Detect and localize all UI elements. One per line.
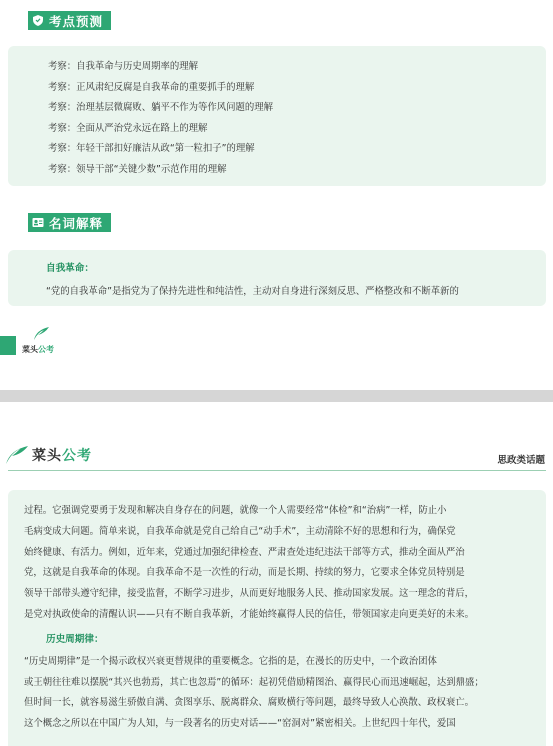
glossary-box [8, 250, 546, 306]
glossary-term: 自我革命： [46, 263, 94, 274]
list-item: 考察：领导干部“关键少数”示范作用的理解 [48, 163, 227, 175]
header-logo [4, 444, 92, 466]
id-card-icon [32, 217, 44, 228]
glossary-term: 历史周期律： [46, 633, 104, 645]
leaf-logo-icon [4, 444, 30, 466]
footer-logo [22, 326, 62, 356]
text-line: 党，这就是自我革命的体现。自我革命不是一次性的行动，而是长期、持续的努力，它要求全体党员特别是 [24, 567, 465, 579]
text-line: “历史周期律”是一个揭示政权兴衰更替规律的重要概念。它指的是，在漫长的历史中，一个政治团体 [24, 655, 437, 667]
list-item: 考察：年轻干部扣好廉洁从政“第一粒扣子”的理解 [48, 143, 255, 154]
brand-part-a: 菜头 [32, 448, 62, 464]
list-item: 考察：全面从严治党永远在路上的理解 [48, 122, 208, 134]
text-line: 领导干部带头遵守纪律，接受监督，不断学习进步，从而更好地服务人民、推动国家发展。这一理念的背后， [24, 588, 475, 600]
content-box [8, 490, 546, 746]
footer-accent-bar [0, 336, 16, 355]
paragraph-historical-cycle [24, 652, 536, 735]
leaf-logo-icon [32, 326, 52, 346]
text-line: 是党对执政使命的清醒认识——只有不断自我革新，才能始终赢得人民的信任，带领国家走向更美好的未来。 [24, 608, 475, 620]
brand-part-a: 菜头 [22, 345, 38, 354]
footer-brand [22, 344, 54, 355]
header-brand [32, 445, 92, 465]
header-category: 思政类话题 [497, 455, 545, 466]
list-item: 考察：治理基层微腐败、躺平不作为等作风问题的理解 [48, 102, 274, 113]
text-line: 或王朝往往难以摆脱“其兴也勃焉，其亡也忽焉”的循环：起初凭借励精图治、赢得民心而迅速崛起，达到鼎盛； [24, 676, 484, 688]
text-line: 始终健康、有活力。例如，近年来，党通过加强纪律检查、严肃查处违纪违法干部等方式，推动全面从严治 [24, 546, 465, 558]
section-title-prediction [28, 11, 111, 30]
text-line: 这个概念之所以在中国广为人知，与一段著名的历史对话——“窑洞对”紧密相关。上世纪四十年代，爱国 [24, 718, 456, 730]
text-line: 但时间一长，就容易滋生骄傲自满、贪图享乐、脱离群众、腐败横行等问题，最终导致人心涣散、政权衰亡。 [24, 697, 475, 709]
section-title-glossary [28, 213, 111, 232]
prediction-list [8, 46, 546, 186]
section-title-text: 名词解释 [49, 215, 104, 231]
glossary-definition: “党的自我革命”是指党为了保持先进性和纯洁性，主动对自身进行深刻反思、严格整改和不断革新的 [46, 286, 459, 297]
header-divider [8, 470, 546, 471]
section-title-text: 考点预测 [49, 13, 104, 29]
text-line: 过程。它强调党要勇于发现和解决自身存在的问题，就像一个人需要经常“体检”和“治病”一样，防止小 [24, 505, 447, 516]
brand-part-b: 公考 [62, 448, 92, 464]
brand-part-b: 公考 [38, 345, 54, 354]
page-separator [0, 390, 553, 402]
list-item: 考察：正风肃纪反腐是自我革命的重要抓手的理解 [48, 81, 255, 93]
shield-icon [32, 15, 44, 26]
list-item: 考察：自我革命与历史周期率的理解 [48, 61, 199, 72]
text-line: 毛病变成大问题。简单来说，自我革命就是党自己给自己“动手术”，主动清除不好的思想和行为，确保党 [24, 525, 456, 537]
paragraph-self-revolution [24, 501, 536, 626]
